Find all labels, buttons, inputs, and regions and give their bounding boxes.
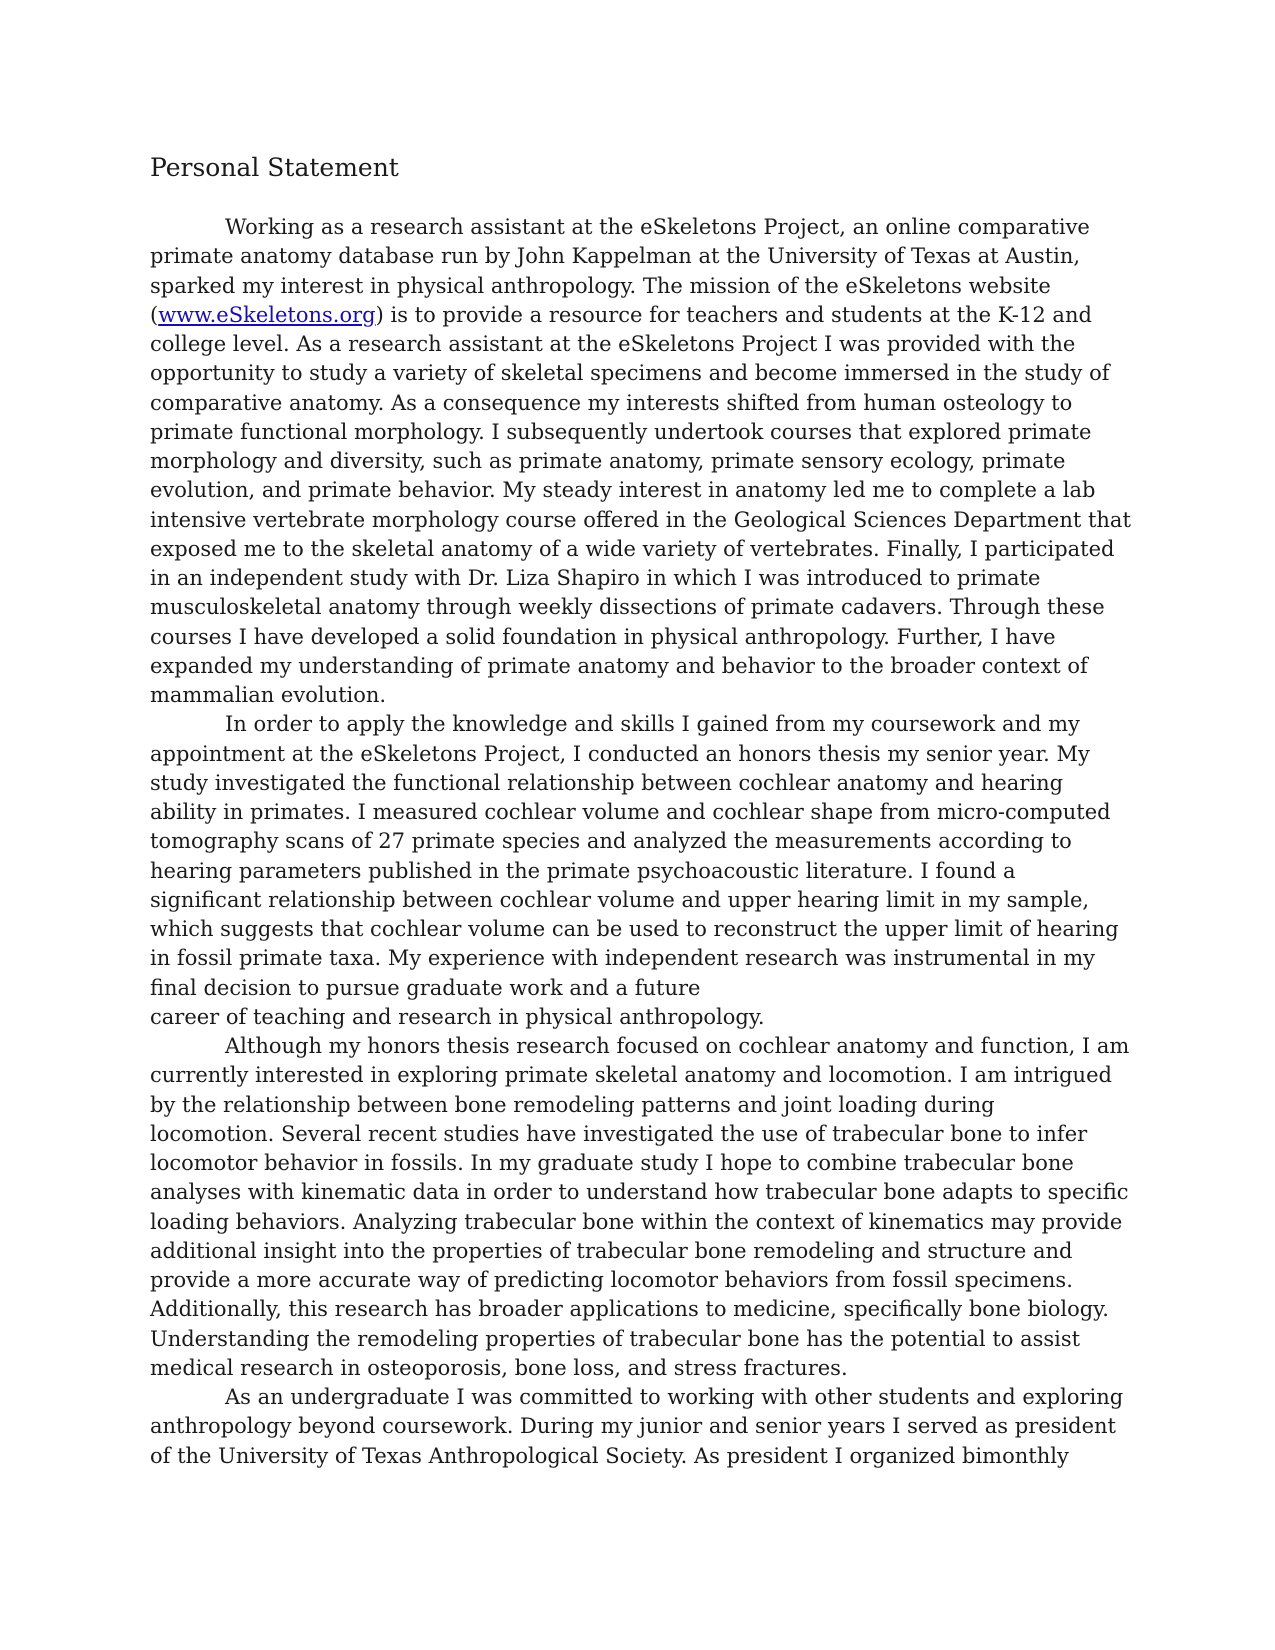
text-line: evolution, and primate behavior. My steady interest in anatomy led me to complete a lab — [150, 478, 1096, 503]
text-line: locomotion. Several recent studies have investigated the use of trabecular bone to infer — [150, 1121, 1088, 1146]
text-line: provide a more accurate way of predicting locomotor behaviors from fossil specimens. — [150, 1268, 1073, 1292]
text-line: medical research in osteoporosis, bone loss, and stress fractures. — [150, 1355, 848, 1380]
text-line: college level. As a research assistant at the eSkeletons Project I was provided with the — [150, 332, 1076, 356]
paragraph-3 — [150, 1032, 1140, 1383]
text-line: mammalian evolution. — [150, 683, 387, 707]
text-line: loading behaviors. Analyzing trabecular bone within the context of kinematics may provide — [150, 1209, 1123, 1234]
text-line: additional insight into the properties of trabecular bone remodeling and structure and — [150, 1238, 1073, 1263]
page-title: Personal Statement — [150, 153, 399, 182]
text-line: hearing parameters published in the primate psychoacoustic literature. I found a — [150, 858, 1016, 883]
text-line: primate anatomy database run by John Kappelman at the University of Texas at Austin, — [150, 244, 1081, 269]
text-line: expanded my understanding of primate anatomy and behavior to the broader context of — [150, 653, 1088, 678]
text-line: study investigated the functional relationship between cochlear anatomy and hearing — [150, 770, 1064, 795]
text-line: ability in primates. I measured cochlear volume and cochlear shape from micro-computed — [150, 800, 1111, 824]
text-line: in fossil primate taxa. My experience with independent research was instrumental in my — [150, 946, 1096, 971]
eskeletons-link[interactable]: www.eSkeletons.org — [158, 302, 376, 327]
text-line: final decision to pursue graduate work and a future — [150, 975, 701, 1000]
text-line: significant relationship between cochlear volume and upper hearing limit in my sample, — [150, 887, 1090, 912]
text-line: Understanding the remodeling properties of trabecular bone has the potential to assist — [150, 1326, 1081, 1351]
paragraph-1 — [150, 213, 1140, 710]
text-line: currently interested in exploring primate skeletal anatomy and locomotion. I am intrigued — [150, 1063, 1112, 1088]
text-line: sparked my interest in physical anthropology. The mission of the eSkeletons website — [150, 273, 1051, 298]
text-line: anthropology beyond coursework. During my junior and senior years I served as president — [150, 1414, 1116, 1439]
text-line: Although my honors thesis research focused on cochlear anatomy and function, I am — [225, 1034, 1130, 1058]
paragraph-4 — [150, 1383, 1140, 1471]
text-line: Additionally, this research has broader applications to medicine, specifically bone biology. — [150, 1297, 1109, 1322]
text-line — [150, 301, 1140, 330]
text-fragment: ( — [150, 302, 159, 327]
text-line: intensive vertebrate morphology course offered in the Geological Sciences Department that — [150, 507, 1131, 532]
text-line: career of teaching and research in physical anthropology. — [150, 1004, 765, 1029]
text-line: in an independent study with Dr. Liza Shapiro in which I was introduced to primate — [150, 566, 1041, 590]
text-line: of the University of Texas Anthropological Society. As president I organized bimonthly — [150, 1443, 1069, 1468]
text-line: As an undergraduate I was committed to working with other students and exploring — [225, 1385, 1124, 1409]
text-line: Working as a research assistant at the eSkeletons Project, an online comparative — [225, 215, 1090, 239]
text-line: exposed me to the skeletal anatomy of a wide variety of vertebrates. Finally, I participated — [150, 536, 1115, 561]
text-line: comparative anatomy. As a consequence my interests shifted from human osteology to — [150, 390, 1073, 415]
paragraph-2 — [150, 710, 1140, 1032]
text-line: locomotor behavior in fossils. In my graduate study I hope to combine trabecular bone — [150, 1151, 1074, 1175]
text-line: by the relationship between bone remodeling patterns and joint loading during — [150, 1092, 995, 1117]
text-line: which suggests that cochlear volume can be used to reconstruct the upper limit of hearing — [150, 917, 1119, 941]
text-fragment: ) is to provide a resource for teachers and students at the K-12 and — [375, 302, 1092, 327]
text-line: primate functional morphology. I subsequently undertook courses that explored primate — [150, 419, 1092, 444]
text-line: tomography scans of 27 primate species and analyzed the measurements according to — [150, 829, 1072, 854]
statement-body — [150, 213, 1140, 1471]
text-line: appointment at the eSkeletons Project, I conducted an honors thesis my senior year. My — [150, 741, 1090, 766]
text-line: analyses with kinematic data in order to understand how trabecular bone adapts to specific — [150, 1180, 1129, 1205]
text-line: musculoskeletal anatomy through weekly dissections of primate cadavers. Through these — [150, 595, 1105, 620]
text-line: opportunity to study a variety of skeletal specimens and become immersed in the study of — [150, 361, 1110, 386]
text-line: In order to apply the knowledge and skills I gained from my coursework and my — [225, 712, 1080, 737]
text-line: morphology and diversity, such as primate anatomy, primate sensory ecology, primate — [150, 449, 1066, 473]
text-line: courses I have developed a solid foundation in physical anthropology. Further, I have — [150, 624, 1056, 649]
